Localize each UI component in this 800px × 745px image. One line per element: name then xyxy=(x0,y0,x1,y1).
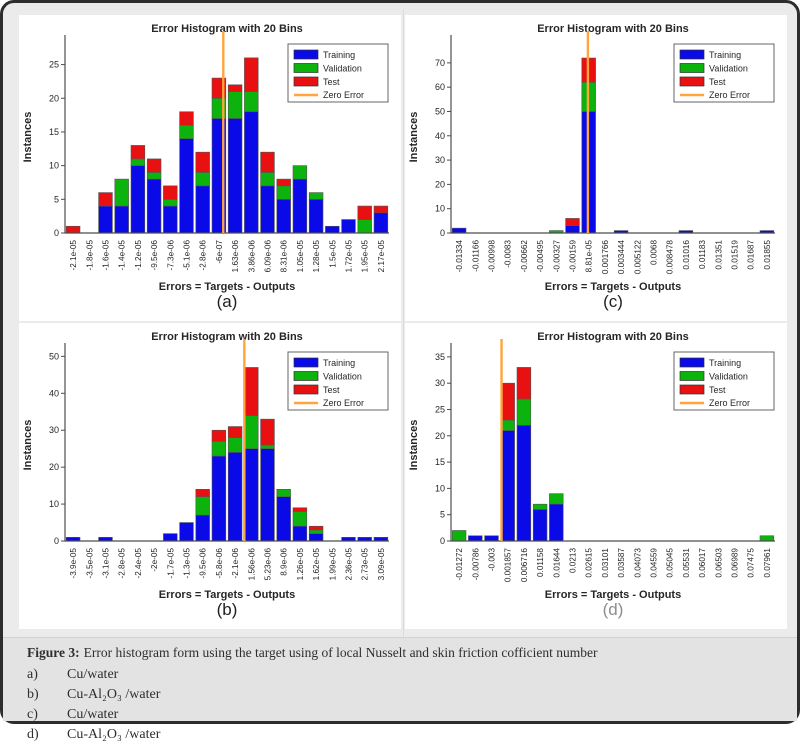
column-divider xyxy=(403,9,404,637)
x-tick-label: 0.07961 xyxy=(762,548,772,578)
bar-test xyxy=(180,112,194,125)
chart-title: Error Histogram with 20 Bins xyxy=(537,331,689,343)
y-tick-label: 0 xyxy=(439,536,445,546)
bar-training xyxy=(163,206,177,233)
x-tick-label: 8.81e-05 xyxy=(584,240,594,273)
caption-item-letter: b) xyxy=(27,687,39,702)
bar-validation xyxy=(277,489,291,496)
x-tick-label: -3.5e-05 xyxy=(85,548,95,579)
figure-number: Figure 3: xyxy=(27,645,80,660)
x-tick-label: 0.03101 xyxy=(600,548,610,578)
x-tick-label: 0.06989 xyxy=(730,548,740,578)
x-tick-label: -5.1e-06 xyxy=(182,240,192,271)
x-tick-label: 0.01158 xyxy=(536,548,546,577)
y-tick-label: 15 xyxy=(434,457,445,468)
x-tick-label: -2.1e-05 xyxy=(69,240,79,271)
y-tick-label: 60 xyxy=(434,82,445,93)
x-tick-label: 0.003444 xyxy=(617,240,627,275)
y-tick-label: 50 xyxy=(434,106,445,117)
x-tick-label: 0.05045 xyxy=(665,548,675,578)
bar-validation xyxy=(131,159,145,166)
chart-svg-d xyxy=(405,323,787,625)
bar-test xyxy=(566,218,580,225)
y-tick-label: 20 xyxy=(48,462,59,473)
caption-item-text: Cu/water xyxy=(67,707,119,722)
bar-training xyxy=(501,431,515,541)
bar-test xyxy=(196,489,210,496)
legend-swatch-training xyxy=(294,50,318,59)
legend-label: Training xyxy=(709,50,742,60)
bar-training xyxy=(309,199,323,233)
x-axis-label: Errors = Targets - Outputs xyxy=(158,589,296,601)
bar-validation xyxy=(228,92,242,119)
bar-training xyxy=(228,118,242,233)
bar-training xyxy=(533,509,547,541)
bar-training xyxy=(342,220,356,233)
bar-training xyxy=(115,206,129,233)
legend-label: Training xyxy=(709,358,742,368)
panel-letter: (c) xyxy=(603,292,623,311)
y-tick-label: 10 xyxy=(434,203,445,214)
x-tick-label: 0.03587 xyxy=(617,548,627,578)
bar-test xyxy=(517,367,531,399)
bar-training xyxy=(228,452,242,541)
x-tick-label: -1.3e-05 xyxy=(182,548,192,579)
bar-validation xyxy=(228,438,242,453)
x-tick-label: 1.56e-06 xyxy=(247,548,257,581)
x-tick-label: 0.01016 xyxy=(681,240,691,270)
panel-letter: (a) xyxy=(216,292,238,311)
bar-test xyxy=(501,383,515,420)
legend-swatch-training xyxy=(294,358,318,367)
x-tick-label: 0.01519 xyxy=(730,240,740,270)
x-tick-label: 1.72e-05 xyxy=(344,240,354,273)
x-tick-label: 8.31e-06 xyxy=(279,240,289,273)
y-tick-label: 70 xyxy=(434,57,445,68)
legend-swatch-test xyxy=(294,77,318,86)
chart-svg-b xyxy=(19,323,401,625)
bar-test xyxy=(228,427,242,438)
legend-label: Test xyxy=(323,77,340,87)
y-tick-label: 40 xyxy=(48,388,59,399)
x-tick-label: 0.04073 xyxy=(633,548,643,578)
legend-label: Test xyxy=(709,77,726,87)
bar-training xyxy=(277,497,291,541)
bar-validation xyxy=(244,92,258,112)
error-histogram-panel-a xyxy=(19,15,401,321)
bar-training xyxy=(99,206,113,233)
y-tick-label: 15 xyxy=(48,126,59,137)
x-tick-label: 0.0068 xyxy=(649,240,659,266)
legend-swatch-test xyxy=(680,385,704,394)
x-tick-label: 1.5e-05 xyxy=(328,240,338,268)
legend-label: Zero Error xyxy=(709,90,751,100)
x-tick-label: -1.6e-05 xyxy=(101,240,111,271)
bar-training xyxy=(180,139,194,233)
y-axis-label: Instances xyxy=(408,419,420,471)
y-tick-label: 35 xyxy=(434,351,445,362)
x-tick-label: 0.0213 xyxy=(568,548,578,574)
legend-swatch-validation xyxy=(680,64,704,73)
bar-test xyxy=(277,179,291,186)
x-tick-label: 1.26e-05 xyxy=(295,548,305,581)
x-tick-label: 0.001857 xyxy=(503,548,513,583)
x-tick-label: -0.01166 xyxy=(471,240,481,272)
legend-label: Zero Error xyxy=(709,398,751,408)
x-tick-label: -2.1e-06 xyxy=(231,548,241,579)
legend-label: Validation xyxy=(709,63,748,74)
bar-validation xyxy=(309,530,323,534)
bar-training xyxy=(244,112,258,233)
bar-training xyxy=(212,456,226,541)
bar-test xyxy=(196,152,210,172)
bar-training xyxy=(277,199,291,233)
bar-test xyxy=(228,85,242,92)
bar-validation xyxy=(501,420,515,431)
bar-validation xyxy=(196,497,210,515)
y-axis-label: Instances xyxy=(22,419,34,471)
panel-letter: (d) xyxy=(602,600,624,619)
bar-training xyxy=(147,179,161,233)
bar-training xyxy=(196,186,210,233)
bar-validation xyxy=(760,536,774,541)
x-tick-label: 0.01687 xyxy=(746,240,756,270)
caption-line xyxy=(27,645,783,661)
error-histogram-panel-d xyxy=(405,323,787,629)
chart-title: Error Histogram with 20 Bins xyxy=(151,23,303,35)
bar-training xyxy=(131,166,145,233)
x-tick-label: -3.1e-05 xyxy=(101,548,111,579)
x-tick-label: -0.00998 xyxy=(487,240,497,273)
x-tick-label: 8.9e-06 xyxy=(279,548,289,576)
bar-training xyxy=(485,536,499,541)
y-axis-label: Instances xyxy=(22,111,34,163)
x-tick-label: -0.00786 xyxy=(471,548,481,581)
bar-training xyxy=(293,179,307,233)
bar-test xyxy=(309,526,323,530)
panel-letter: (b) xyxy=(216,600,238,619)
bar-validation xyxy=(277,186,291,199)
y-tick-label: 20 xyxy=(434,179,445,190)
legend-swatch-test xyxy=(680,77,704,86)
x-tick-label: -2.4e-05 xyxy=(133,548,143,579)
chart-svg-a xyxy=(19,15,401,317)
x-tick-label: -0.0083 xyxy=(503,240,513,268)
y-tick-label: 0 xyxy=(53,228,59,238)
bar-training xyxy=(293,526,307,541)
y-axis-label: Instances xyxy=(408,111,420,163)
x-tick-label: 0.04559 xyxy=(649,548,659,578)
x-tick-label: -2.8e-06 xyxy=(198,240,208,271)
bar-validation xyxy=(517,399,531,425)
x-axis-label: Errors = Targets - Outputs xyxy=(544,281,682,293)
bar-test xyxy=(99,193,113,206)
bar-training xyxy=(180,523,194,541)
y-tick-label: 30 xyxy=(434,155,445,166)
x-tick-label: 0.01855 xyxy=(762,240,772,270)
x-tick-label: -1.2e-05 xyxy=(133,240,143,271)
y-tick-label: 40 xyxy=(434,130,445,141)
x-tick-label: -1.4e-05 xyxy=(117,240,127,271)
legend-label: Test xyxy=(709,385,726,395)
x-tick-label: 2.36e-05 xyxy=(344,548,354,581)
bar-validation xyxy=(212,441,226,456)
caption-item-text: Cu-Al₂O₃ /water xyxy=(67,727,161,742)
bar-validation xyxy=(309,193,323,200)
caption-text: Error histogram form using the target using of local Nusselt and skin friction cofficient number xyxy=(83,645,598,660)
bar-validation xyxy=(293,511,307,526)
bar-training xyxy=(549,504,563,541)
bar-training xyxy=(374,213,388,233)
bar-validation xyxy=(293,166,307,179)
legend-label: Zero Error xyxy=(323,398,365,408)
bar-training xyxy=(566,226,580,233)
x-tick-label: 3.09e-05 xyxy=(376,548,386,581)
legend-label: Validation xyxy=(323,371,362,382)
x-tick-label: -3.9e-05 xyxy=(69,548,79,579)
bar-training xyxy=(325,226,339,233)
bar-test xyxy=(66,226,80,233)
bar-test xyxy=(244,58,258,92)
x-tick-label: -9.5e-06 xyxy=(198,548,208,579)
x-tick-label: 1.62e-05 xyxy=(312,548,322,581)
chart-title: Error Histogram with 20 Bins xyxy=(151,331,303,343)
x-tick-label: -1.8e-05 xyxy=(85,240,95,271)
error-histogram-panel-b xyxy=(19,323,401,629)
legend-swatch-training xyxy=(680,50,704,59)
x-axis-label: Errors = Targets - Outputs xyxy=(158,281,296,293)
legend-swatch-training xyxy=(680,358,704,367)
x-tick-label: 1.95e-05 xyxy=(360,240,370,273)
caption-item-d xyxy=(27,725,783,745)
bar-test xyxy=(163,186,177,199)
x-tick-label: 1.05e-05 xyxy=(295,240,305,273)
x-tick-label: -9.5e-06 xyxy=(150,240,160,271)
caption-item-b xyxy=(27,685,783,705)
y-tick-label: 5 xyxy=(439,509,445,520)
x-tick-label: -0.003 xyxy=(487,548,497,572)
chart-svg-c xyxy=(405,15,787,317)
x-tick-label: 0.07475 xyxy=(746,548,756,578)
x-tick-label: -5.8e-06 xyxy=(214,548,224,579)
x-tick-label: 0.06503 xyxy=(714,548,724,578)
x-tick-label: -7.3e-06 xyxy=(166,240,176,271)
caption-item-letter: d) xyxy=(27,727,39,742)
bar-training xyxy=(261,449,275,541)
x-tick-label: 0.06017 xyxy=(698,548,708,578)
x-tick-label: -2.8e-05 xyxy=(117,548,127,579)
bar-training xyxy=(517,425,531,541)
caption-item-text: Cu/water xyxy=(67,667,119,682)
x-tick-label: -0.01272 xyxy=(455,548,465,581)
x-tick-label: 0.02615 xyxy=(584,548,594,578)
bar-validation xyxy=(533,504,547,509)
bar-test xyxy=(261,419,275,445)
x-tick-label: 1.63e-06 xyxy=(231,240,241,273)
y-tick-label: 10 xyxy=(434,483,445,494)
bar-test xyxy=(293,508,307,512)
y-tick-label: 5 xyxy=(53,194,59,205)
bar-test xyxy=(131,145,145,158)
error-histogram-panel-c xyxy=(405,15,787,321)
y-tick-label: 10 xyxy=(48,499,59,510)
x-tick-label: 0.001766 xyxy=(600,240,610,275)
x-tick-label: 6.09e-06 xyxy=(263,240,273,273)
x-tick-label: -2e-05 xyxy=(150,548,160,572)
caption-item-letter: a) xyxy=(27,667,38,682)
x-tick-label: 0.01644 xyxy=(552,548,562,578)
x-tick-label: 1.99e-05 xyxy=(328,548,338,581)
x-tick-label: 2.17e-05 xyxy=(376,240,386,273)
bar-validation xyxy=(163,199,177,206)
legend-label: Training xyxy=(323,50,356,60)
y-tick-label: 0 xyxy=(439,228,445,238)
x-tick-label: 0.005122 xyxy=(633,239,643,275)
caption-item-letter: c) xyxy=(27,707,38,722)
x-tick-label: 1.28e-05 xyxy=(312,240,322,273)
bar-validation xyxy=(261,172,275,185)
legend-label: Validation xyxy=(323,63,362,74)
x-tick-label: -0.00159 xyxy=(568,240,578,273)
x-tick-label: -0.01334 xyxy=(455,240,465,273)
bar-validation xyxy=(147,172,161,179)
x-tick-label: 0.01351 xyxy=(714,240,724,270)
x-tick-label: 0.01183 xyxy=(698,240,708,269)
y-tick-label: 25 xyxy=(48,59,59,70)
bar-training xyxy=(452,228,466,233)
figure-caption xyxy=(3,637,797,742)
bar-test xyxy=(374,206,388,213)
legend-label: Zero Error xyxy=(323,90,365,100)
y-tick-label: 50 xyxy=(48,351,59,362)
bar-training xyxy=(244,449,258,541)
y-tick-label: 30 xyxy=(48,425,59,436)
bar-test xyxy=(244,367,258,415)
bar-validation xyxy=(244,415,258,448)
legend-label: Training xyxy=(323,358,356,368)
x-tick-label: -6e-07 xyxy=(214,240,224,264)
bar-validation xyxy=(452,530,466,541)
legend-label: Test xyxy=(323,385,340,395)
legend-swatch-validation xyxy=(294,64,318,73)
y-tick-label: 20 xyxy=(48,93,59,104)
x-tick-label: -1.7e-05 xyxy=(166,548,176,579)
legend-swatch-test xyxy=(294,385,318,394)
caption-item-a xyxy=(27,665,783,685)
x-tick-label: 2.73e-05 xyxy=(360,548,370,581)
bar-validation xyxy=(358,220,372,233)
bar-validation xyxy=(180,125,194,138)
caption-item-c xyxy=(27,705,783,725)
bar-training xyxy=(261,186,275,233)
bar-validation xyxy=(115,179,129,206)
bar-test xyxy=(261,152,275,172)
legend-swatch-validation xyxy=(680,372,704,381)
bar-validation xyxy=(261,445,275,449)
x-tick-label: 5.23e-06 xyxy=(263,548,273,581)
x-tick-label: -0.00495 xyxy=(536,240,546,273)
bar-training xyxy=(309,534,323,541)
bar-training xyxy=(196,515,210,541)
y-tick-label: 0 xyxy=(53,536,59,546)
legend-swatch-validation xyxy=(294,372,318,381)
y-tick-label: 10 xyxy=(48,160,59,171)
x-tick-label: 0.05531 xyxy=(681,548,691,578)
bar-training xyxy=(468,536,482,541)
bar-test xyxy=(147,159,161,172)
x-tick-label: 3.86e-06 xyxy=(247,239,257,273)
bar-test xyxy=(358,206,372,219)
bar-validation xyxy=(549,494,563,505)
x-tick-label: -0.00662 xyxy=(519,240,529,273)
bar-test xyxy=(212,430,226,441)
y-tick-label: 30 xyxy=(434,378,445,389)
x-axis-label: Errors = Targets - Outputs xyxy=(544,589,682,601)
x-tick-label: 0.006716 xyxy=(519,548,529,583)
chart-title: Error Histogram with 20 Bins xyxy=(537,23,689,35)
bar-training xyxy=(163,534,177,541)
bar-validation xyxy=(196,172,210,185)
y-tick-label: 25 xyxy=(434,404,445,415)
x-tick-label: 0.008478 xyxy=(665,240,675,275)
y-tick-label: 20 xyxy=(434,430,445,441)
caption-item-text: Cu-Al₂O₃ /water xyxy=(67,687,161,702)
legend-label: Validation xyxy=(709,371,748,382)
x-tick-label: -0.00327 xyxy=(552,240,562,273)
